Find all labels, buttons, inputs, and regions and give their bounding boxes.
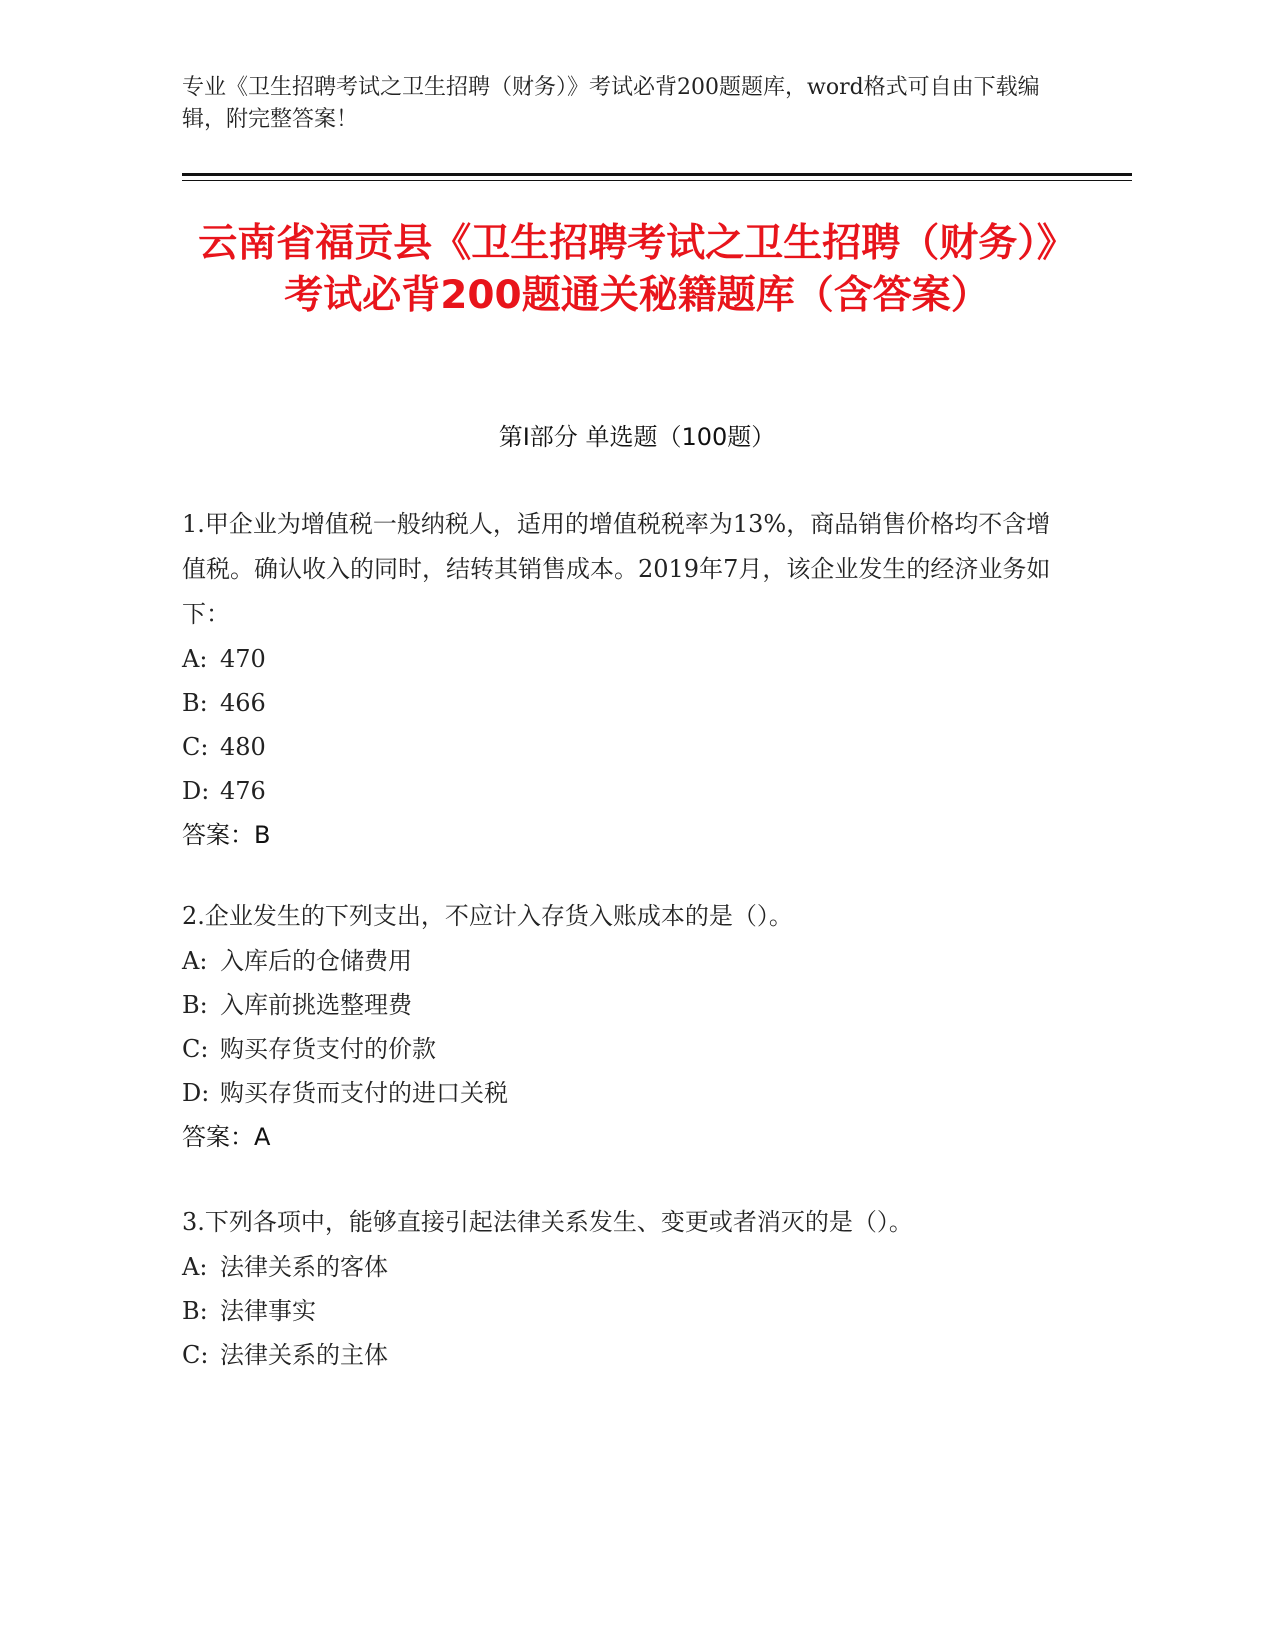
option-letter: A: (182, 1253, 208, 1281)
option-letter: A: (182, 645, 208, 673)
option-d (182, 1071, 1062, 1115)
option-letter: C: (182, 1035, 209, 1063)
question-2 (182, 894, 1062, 1159)
option-b (182, 681, 1062, 725)
option-letter: C: (182, 1341, 209, 1369)
option-c (182, 725, 1062, 769)
option-letter: A: (182, 947, 208, 975)
option-text: 购买存货支付的价款 (220, 1035, 436, 1063)
option-c (182, 1027, 1062, 1071)
option-letter: B: (182, 1297, 208, 1325)
header-note: 专业《卫生招聘考试之卫生招聘（财务）》考试必背200题题库，word格式可自由下载编辑，附完整答案！ (182, 75, 1040, 132)
option-a (182, 939, 1062, 983)
question-3 (182, 1200, 1062, 1377)
answer: 答案：A (182, 1123, 271, 1151)
question-stem: 1.甲企业为增值税一般纳税人，适用的增值税税率为13%，商品销售价格均不含增值税。确认收入的同时，结转其销售成本。2019年7月，该企业发生的经济业务如下： (182, 510, 1051, 628)
question-1 (182, 502, 1062, 857)
option-c (182, 1333, 1062, 1377)
option-text: 入库前挑选整理费 (220, 991, 412, 1019)
option-a (182, 1245, 1062, 1289)
answer: 答案：B (182, 821, 271, 849)
option-letter: D: (182, 777, 210, 805)
option-text: 470 (220, 645, 266, 673)
option-letter: D: (182, 1079, 210, 1107)
option-letter: C: (182, 733, 209, 761)
question-stem: 2.企业发生的下列支出，不应计入存货入账成本的是（）。 (182, 902, 793, 930)
header-rule-thin (182, 180, 1132, 181)
option-text: 入库后的仓储费用 (220, 947, 412, 975)
option-text: 480 (220, 733, 266, 761)
option-text: 法律关系的客体 (220, 1253, 388, 1281)
option-b (182, 1289, 1062, 1333)
option-text: 购买存货而支付的进口关税 (220, 1079, 508, 1107)
option-d (182, 769, 1062, 813)
document-title: 云南省福贡县《卫生招聘考试之卫生招聘（财务）》考试必背200题通关秘籍题库（含答案） (198, 221, 1076, 318)
question-stem: 3.下列各项中，能够直接引起法律关系发生、变更或者消灭的是（）。 (182, 1208, 913, 1236)
option-text: 法律事实 (220, 1297, 316, 1325)
option-letter: B: (182, 991, 208, 1019)
option-b (182, 983, 1062, 1027)
header-rule-thick (182, 173, 1132, 176)
option-text: 法律关系的主体 (220, 1341, 388, 1369)
option-a (182, 637, 1062, 681)
section-title: 第Ⅰ部分 单选题（100题） (498, 423, 776, 451)
option-letter: B: (182, 689, 208, 717)
option-text: 476 (220, 777, 266, 805)
option-text: 466 (220, 689, 266, 717)
